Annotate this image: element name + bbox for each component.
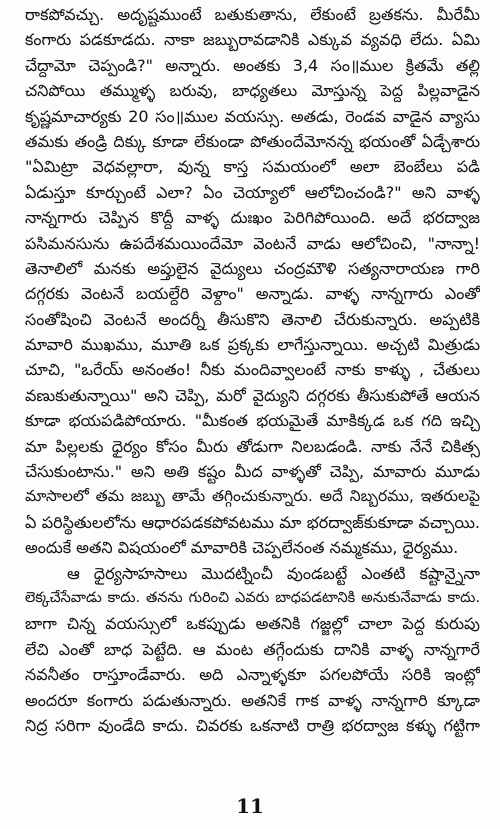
text-line: నవనీతం రాస్తూండేవారు. అది ఎన్నాళ్ళకూ పగలపోయే సరికి ఇంట్లో (25, 665, 480, 685)
text-line: సంతోషించి వెంటనే అందర్నీ తీసుకొని తెనాలి చేరుకున్నారు. అప్పటికి (25, 309, 480, 329)
text-line: నిద్ర సరిగా వుండేది కాదు. చివరకు ఒకనాటి రాత్రి భరద్వాజ కళ్ళు గట్టిగా (25, 715, 480, 735)
body-text (25, 2, 480, 738)
text-line: తెనాలిలో మనకు అప్తులైన వైద్యులు చంద్రమౌళి సత్యనారాయణ గారి (25, 258, 480, 278)
text-line: అందరూ కంగారు పడుతున్నారు. అతనికే గాక వాళ్ళ నాన్నగారి క్కూడా (25, 690, 480, 710)
text-line: ఆ ధైర్యసాహసాలు మొదట్నించీ వుండబట్టే ఎంతటి కష్టాన్నైనా (67, 563, 480, 583)
text-line: నాన్నగారు చెప్పిన కొద్దీ వాళ్ళ దుఃఖం పెరిగిపోయింది. అదే భరద్వాజ (25, 208, 480, 228)
text-line: అందుకే అతని విషయంలో మావారికి చెప్పలేనంత నమ్మకము, ధైర్యము. (25, 538, 459, 558)
text-line: మా పిల్లలకు ధైర్యం కోసం మీరు తోడుగా నిలబడండి. నాకు నేనే చికిత్స (25, 436, 480, 456)
text-line: లెక్కచేసేవాడు కాదు. తనను గురించి ఎవరు బాధపడటానికి అనుకునేవాడు కాదు. (25, 589, 480, 606)
text-line: లేచి ఎంతో బాధ పెట్టేది. ఆ మంట తగ్గేందుకు దానికి వాళ్ళ నాన్నగారే (25, 639, 480, 659)
text-line: చూచి, "ఒరేయ్ అనంతం! నీకు మందివ్వాలంటే నాకు కాళ్ళు , చేతులు (25, 360, 480, 380)
text-line: బాగా చిన్న వయస్సులో ఒకప్పుడు అతనికి గజ్జల్లో చాలా పెద్ద కురుపు (25, 614, 480, 634)
text-line: దగ్గరకు వెంటనే బయల్దేరి వెళ్దాం" అన్నాడు. వాళ్ళ నాన్నగారు ఎంతో (25, 284, 480, 304)
text-line: చేద్దామో చెప్పండి?" అన్నారు. అంతకు 3,4 సం॥ముల క్రితమే తల్లి (25, 55, 480, 75)
text-line: చేసుకుంటాను." అని అతి కష్టం మీద వాళ్ళతో చెప్పి, మావారు మూడు (25, 462, 480, 482)
text-line: మాసాలలో తమ జబ్బు తామే తగ్గించుకున్నారు. అదే నిబ్బరము, ఇతరులపై (25, 487, 480, 506)
text-line: చనిపోయి తమ్ముళ్ళ బరువు, బాధ్యతలు మోస్తున్న పెద్ద పిల్లవాడైన (25, 81, 480, 101)
page-number: 11 (236, 794, 264, 818)
text-line: మావారి ముఖము, మూతి ఒక ప్రక్కకు లాగేస్తున్నాయి. అచ్చటి మిత్రుడు (25, 335, 480, 355)
text-line: ఏ పరిస్థితులలోను ఆధారపడకపోవటము మా భరద్వాజ్‌కుకూడా వచ్చాయి. (25, 512, 480, 532)
text-line: ఏడుస్తూ కూర్చుంటే ఎలా? ఏం చెయ్యాలో ఆలోచించండి?" అని వాళ్ళ (25, 182, 480, 202)
text-line: తమకు తండ్రి దిక్కు కూడా లేకుండా పోతుందేమోనన్న భయంతో ఏడ్చేశారు (25, 131, 480, 151)
text-line: "ఏమిట్రా వెధవల్లారా, వున్న కాస్త సమయంలో అలా బెంబేలు పడి (25, 157, 480, 177)
text-line: రాకపోవచ్చు. అదృష్టముంటే బతుకుతాను, లేకుంటే బ్రతకను. మీరేమీ (25, 5, 480, 24)
text-line: వణుకుతున్నాయి" అని చెప్పి, మరో వైద్యుని దగ్గరకు తీసుకుపోతే ఆయన (25, 385, 480, 405)
text-line: కూడా భయపడిపోయారు. "మీకంత భయమైతే మాకిక్కడ ఒక గది ఇచ్చి (25, 411, 480, 431)
text-line: పసిమనసును ఉపదేశమయిందేమో వెంటనే వాడు ఆలోచించి, "నాన్నా! (25, 233, 480, 253)
text-line: కంగారు పడకూడదు. నాకా జబ్బురావడానికి ఎక్కువ వ్యవధి లేదు. ఏమి (25, 30, 480, 50)
text-line: కృష్ణమాచార్యకు 20 సం॥ముల వయస్సు. అతడు, రెండవ వాడైన వ్యాసు (25, 106, 480, 126)
